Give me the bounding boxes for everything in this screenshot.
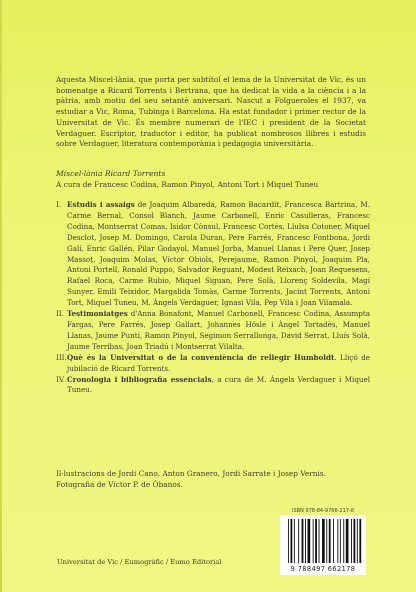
isbn-label: ISBN 978-84-9766-217-8 [292, 508, 354, 514]
toc-number: II. [56, 309, 64, 319]
toc-entry-4 [56, 375, 370, 397]
toc-number: III. [56, 352, 67, 362]
toc-title: Estudis i assaigs [67, 200, 135, 209]
photography-credit: Fotografia de Víctor P. de Óbanos. [56, 479, 183, 489]
toc-text: d'Anna Bonafont, Manuel Carbonell, Francesc Codina, Assumpta Fargas, Pere Farrés, Josep Gallart, Johannes Hösle i Àngel Tortadès, Manuel Llanas, Jaume Puntí, Ramon Pinyol, Segimon Serrallonga, David Serrat, Lluís Solà, Jaume Terribas, Joan Triadú i Montserrat Vilalta. [67, 309, 370, 351]
toc-number: IV. [56, 374, 65, 384]
book-title: Miscel·lània Ricard Torrents [56, 169, 166, 178]
table-of-contents [56, 200, 370, 396]
credits [56, 469, 376, 491]
toc-entry-1 [56, 200, 370, 309]
toc-number: I. [56, 200, 62, 209]
toc-title: Què és la Universitat o de la conveniència de rellegir Humboldt [67, 352, 335, 362]
toc-entry-2 [56, 309, 370, 353]
barcode-icon [288, 519, 362, 563]
isbn-digits: 9 788497 662178 [290, 565, 356, 573]
illustrations-credit: Il·lustracions de Jordi Cano, Anton Granero, Jordi Sarrate i Josep Vernis. [56, 469, 326, 478]
description-text: Aquesta Miscel·lània, que porta per subtítol el lema de la Universitat de Vic, és un homenatge a Ricard Torrents i Bertrana, que ha dedicat la vida a la ciència i a la pàtria, amb motiu del seu setantè aniversari. Nascut a Folgueroles el 1937, va estudiar a Vic, Roma, Tubinga i Barcelona. Ha estat fundador i primer rector de la Universitat de Vic. És membre numerari de l'IEC i president de la Societat Verdaguer. Escriptor, traductor i editor, ha publicat nombrosos llibres i estudis sobre Verdaguer, literatura contemporània i pedagogia universitària. [56, 75, 366, 149]
editors-line: A cura de Francesc Codina, Ramon Pinyol, Antoni Tort i Miquel Tuneu [56, 180, 319, 189]
toc-title: Cronologia i bibliografia essencials [67, 374, 212, 384]
book-description [56, 75, 366, 150]
isbn-barcode-block [280, 507, 366, 575]
toc-text: . Lliçó de jubilació de Ricard Torrents. [67, 352, 371, 373]
toc-text: de Joaquim Albareda, Ramon Bacardit, Francesca Bartrina, M. Carme Bernal, Consol Blanch, Jaume Carbonell, Enric Casulleras, Francesc Codina, Montserrat Comas, Isidor Cònsul, Francesc Cortès, Lluïsa Cotoner, Miquel Desclot, Josep M. Domingo, Carola Duran, Pere Farrés, Francesc Fontbona, Jordi Galí, Enric Gallén, Pilar Godayol, Manuel Jorba, Manuel Llanas i Pere Quer, Josep Massot, Joaquim Molas, Víctor Obiols, Perejaume, Ramon Pinyol, Joaquim Pla, Antoni Portell, Ronald Puppo, Salvador Reguant, Modest Reixach, Joan Requesens, Rafael Roca, Carme Rubio, Miquel Siguan, Pere Solà, Llorenç Soldevila, Magí Sunyer, Emili Teixidor, Margalida Tomàs, Carme Torrents, Jacint Torrents, Antoni Tort, Miquel Tuneu, M. Àngels Verdaguer, Ignasi Vila, Pep Vila i Joan Vilamala. [67, 200, 370, 308]
toc-entry-3 [56, 353, 370, 375]
publisher-line: Universitat de Vic / Eumogràfic / Eumo Editorial [57, 558, 222, 566]
toc-text: , a cura de M. Àngels Verdaguer i Miquel Tuneu. [67, 374, 371, 395]
toc-title: Testimoniatges [67, 309, 128, 319]
barcode [280, 515, 366, 575]
